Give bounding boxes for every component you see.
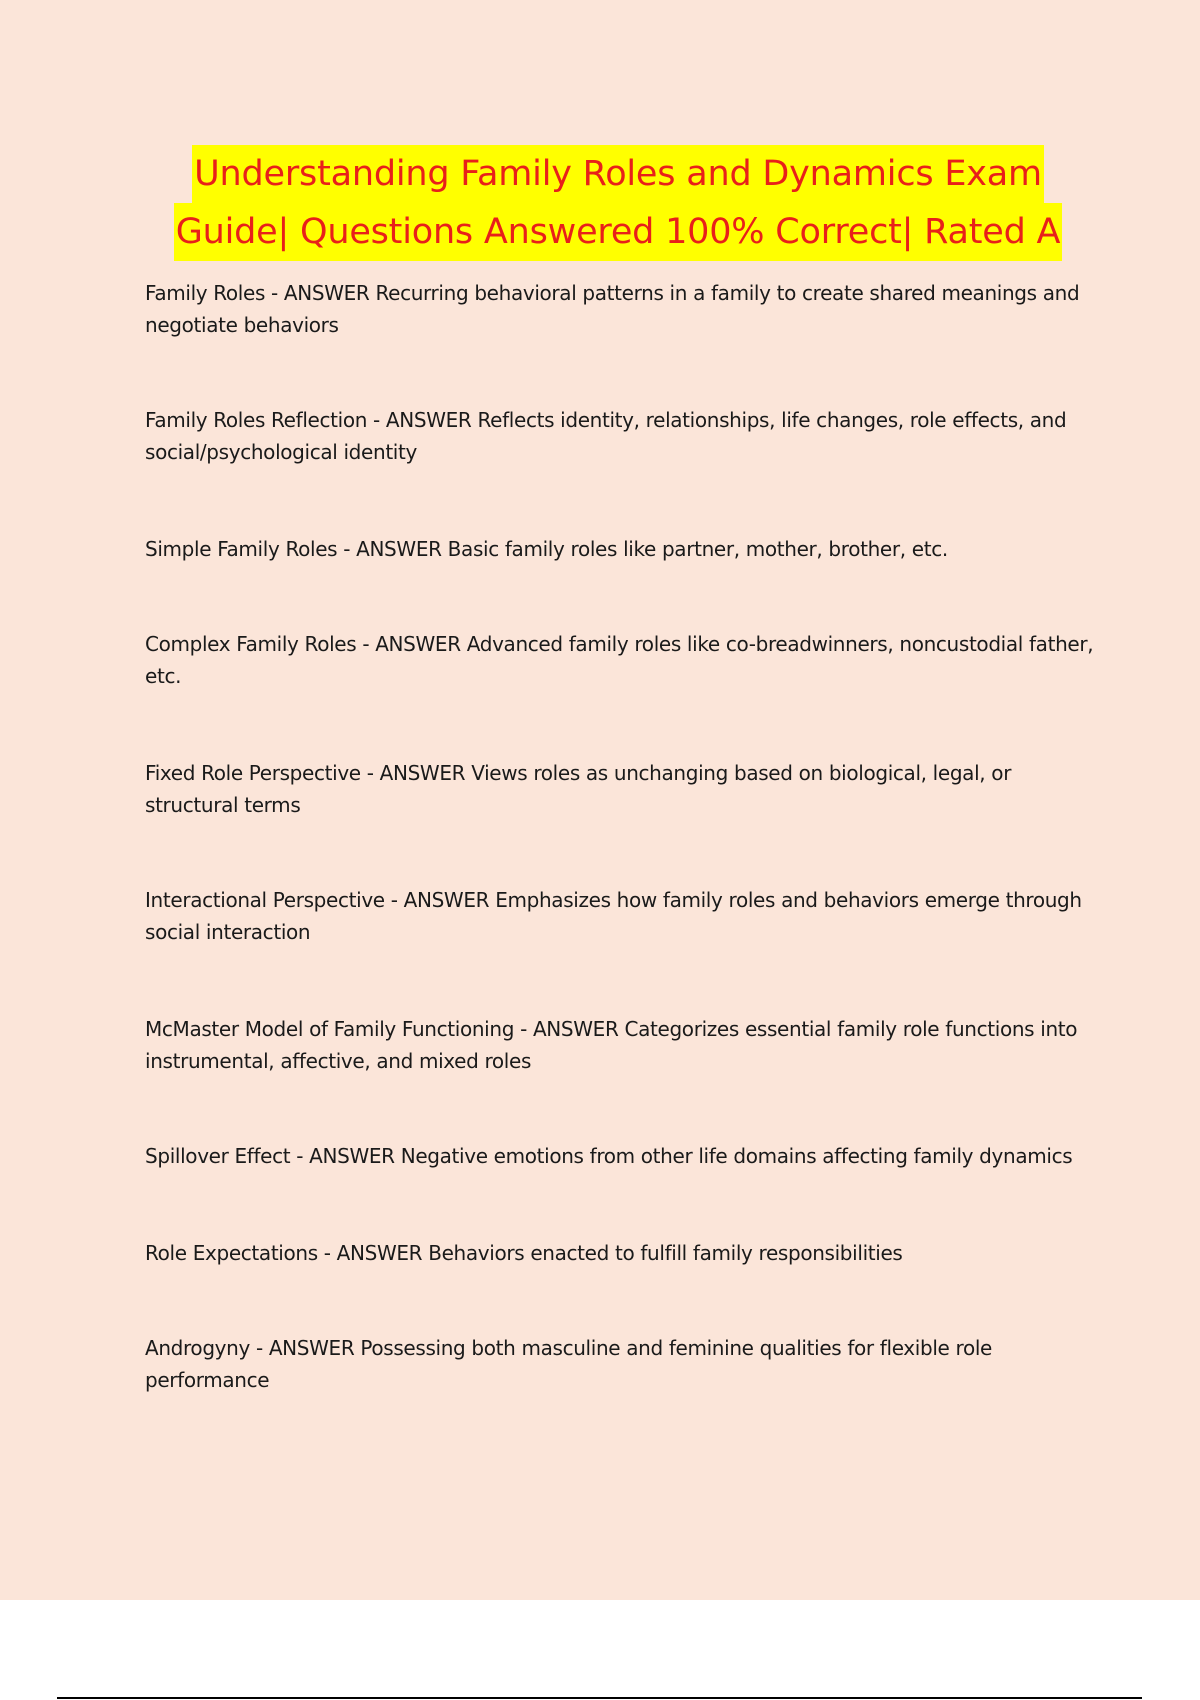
qa-item-family-roles: Family Roles - ANSWER Recurring behavioral patterns in a family to create shared meanings and negotiate behaviors — [145, 281, 1080, 337]
document-title — [0, 145, 1200, 261]
footer-divider — [57, 1697, 1142, 1699]
qa-item-family-roles-reflection: Family Roles Reflection - ANSWER Reflects identity, relationships, life changes, role effects, and social/psychological identity — [145, 408, 1067, 464]
qa-item-interactional-perspective: Interactional Perspective - ANSWER Emphasizes how family roles and behaviors emerge through social interaction — [145, 888, 1082, 944]
qa-item-androgyny: Androgyny - ANSWER Possessing both masculine and feminine qualities for flexible role performance — [145, 1336, 992, 1392]
qa-item-spillover-effect: Spillover Effect - ANSWER Negative emotions from other life domains affecting family dynamics — [145, 1144, 1073, 1168]
qa-item-fixed-role-perspective: Fixed Role Perspective - ANSWER Views roles as unchanging based on biological, legal, or structural terms — [145, 761, 1012, 817]
title-line-2: Guide| Questions Answered 100% Correct| Rated A — [174, 203, 1063, 261]
qa-item-complex-family-roles: Complex Family Roles - ANSWER Advanced family roles like co-breadwinners, noncustodial father, etc. — [145, 632, 1094, 688]
qa-item-role-expectations: Role Expectations - ANSWER Behaviors enacted to fulfill family responsibilities — [145, 1241, 903, 1265]
qa-item-mcmaster-model: McMaster Model of Family Functioning - ANSWER Categorizes essential family role functions into instrumental, affective, and mixed roles — [145, 1017, 1078, 1073]
qa-item-simple-family-roles: Simple Family Roles - ANSWER Basic family roles like partner, mother, brother, etc. — [145, 537, 948, 561]
title-line-1: Understanding Family Roles and Dynamics Exam — [192, 145, 1044, 203]
